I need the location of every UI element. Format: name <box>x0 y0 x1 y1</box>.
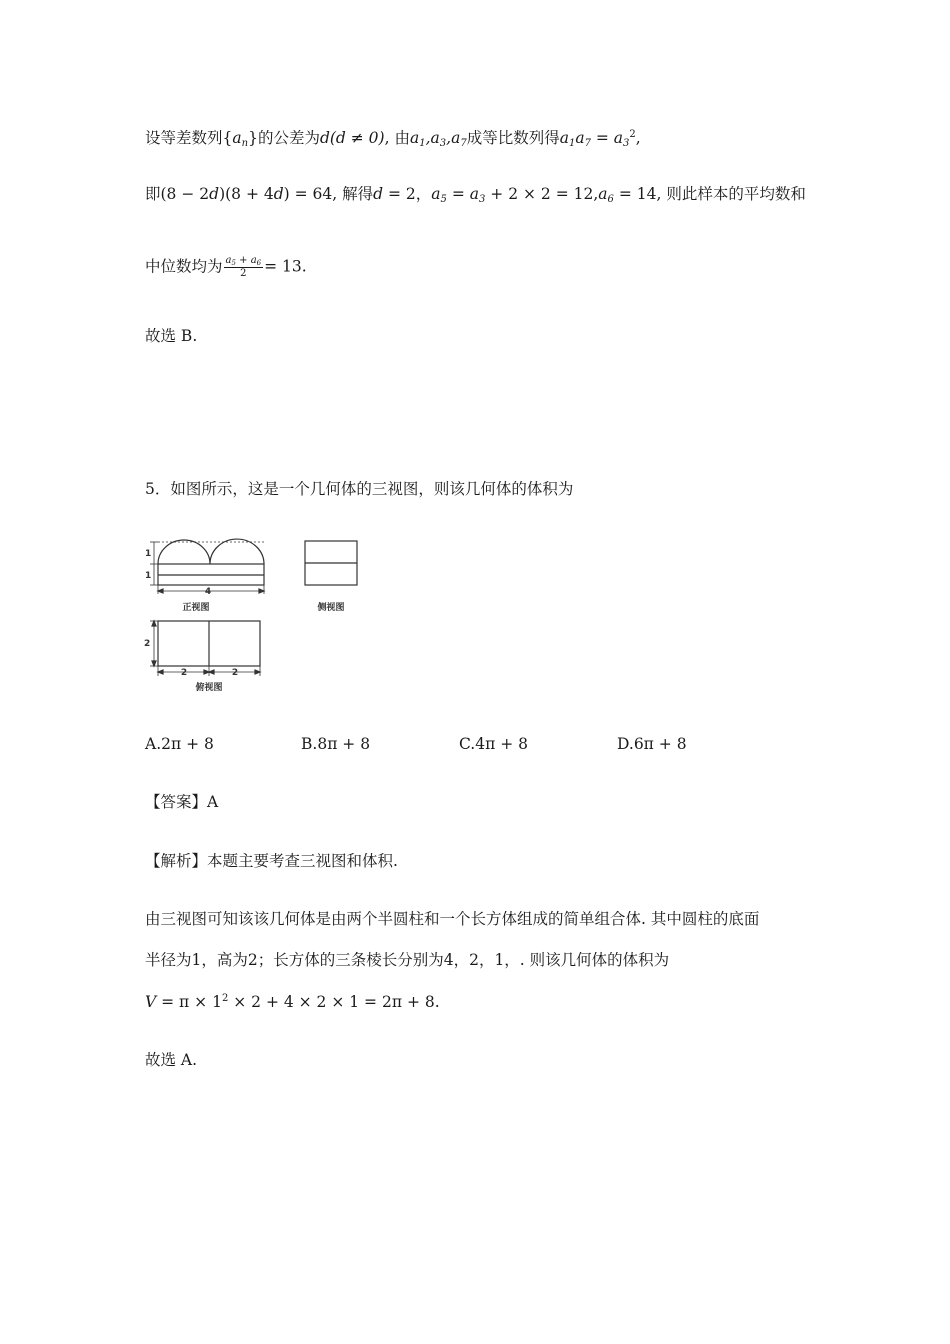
solution-line-2: 即(8 − 2d)(8 + 4d) = 64, 解得d = 2，$a_5 = a_3 + 2 \times 2 = 12,a_6 = 14$, 则此样本的平均数和 <box>145 185 806 205</box>
three-view-figure <box>140 532 380 697</box>
question-5-text: 5．如图所示，这是一个几何体的三视图，则该几何体的体积为 <box>145 480 574 498</box>
front-view-label: 正视图 <box>182 603 210 613</box>
fraction: $\frac{a_5 + a_6}{2}$ <box>225 255 262 279</box>
side-view-label: 侧视图 <box>317 603 345 613</box>
option-a[interactable]: A.2π + 8 <box>145 735 214 753</box>
side-view <box>305 541 357 585</box>
front-view <box>150 539 264 594</box>
dim-label: 1 <box>145 571 152 581</box>
dim-label: 4 <box>204 587 212 597</box>
analysis-formula: $V = \pi \times 1^2 \times 2 + 4 \times 2 \times 1 = 2\pi + 8$. <box>145 993 440 1011</box>
analysis-paragraph-1: 由三视图可知该该几何体是由两个半圆柱和一个长方体组成的简单组合体. 其中圆柱的底面 <box>145 910 760 928</box>
option-c[interactable]: C.4π + 8 <box>459 735 528 753</box>
option-d[interactable]: D.6π + 8 <box>617 735 687 753</box>
choose-a: 故选 A. <box>145 1051 198 1069</box>
dim-label: 2 <box>180 668 188 678</box>
dim-label: 1 <box>145 549 152 559</box>
dim-label: 2 <box>144 639 151 649</box>
solution-line-3: 中位数均为 $\frac{a_5 + a_6}{2}$ = 13. <box>145 255 307 279</box>
top-view-label: 俯视图 <box>195 683 223 693</box>
top-view <box>150 621 260 676</box>
option-b[interactable]: B.8π + 8 <box>301 735 371 753</box>
dim-label: 2 <box>231 668 239 678</box>
choose-b: 故选 B. <box>145 327 198 345</box>
solution-line-1: 设等差数列$\{a_n\}$的公差为d(d ≠ 0), 由$a_1,a_3,a_7$成等比数列得$a_1a_7 = a_3^2$, <box>145 129 641 149</box>
analysis-paragraph-2: 半径为1，高为2；长方体的三条棱长分别为4，2，1，. 则该几何体的体积为 <box>145 951 670 969</box>
answer: 【答案】A <box>145 793 219 811</box>
analysis-heading: 【解析】本题主要考查三视图和体积. <box>145 852 398 870</box>
